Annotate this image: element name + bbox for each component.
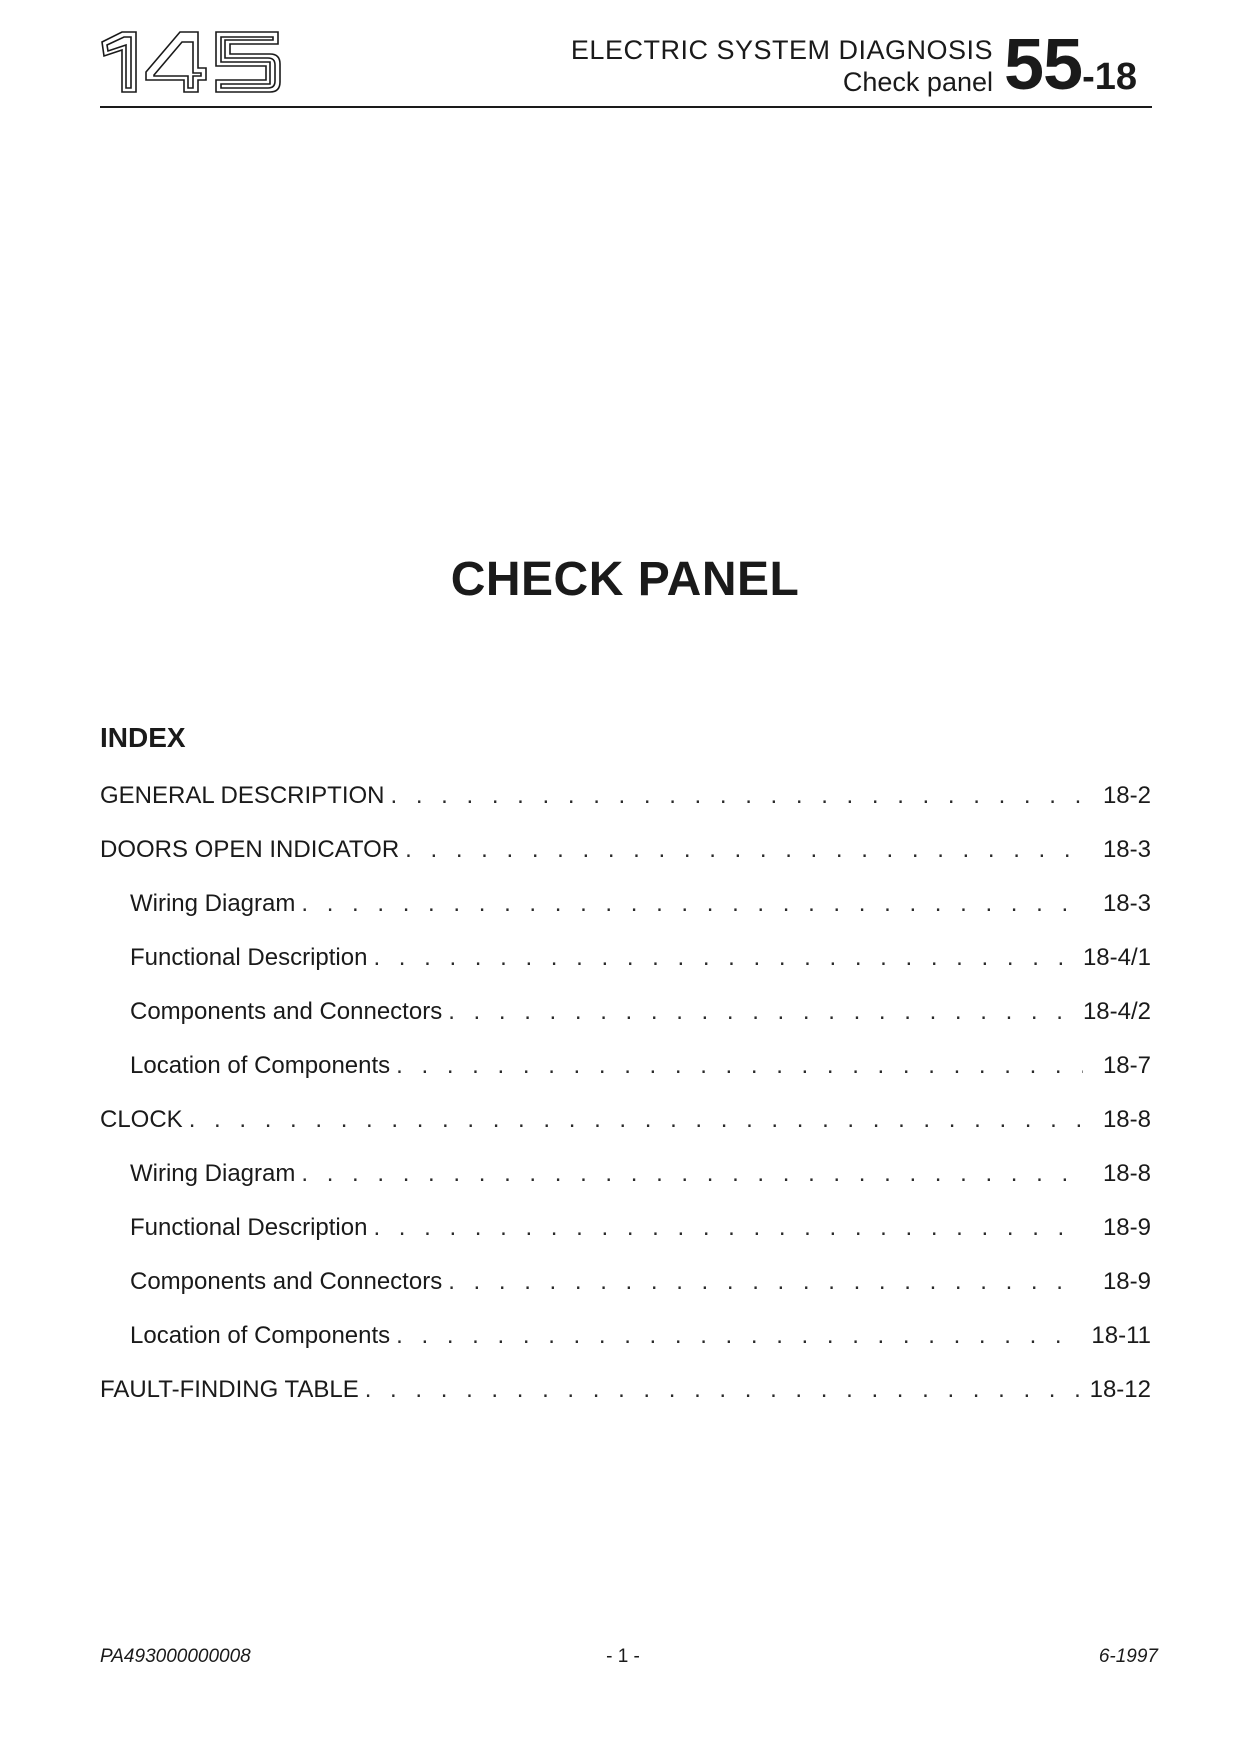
model-logo-graphic bbox=[98, 28, 288, 96]
index-heading: INDEX bbox=[100, 722, 186, 753]
chapter-main-number: 55 bbox=[1004, 25, 1083, 105]
section-title: ELECTRIC SYSTEM DIAGNOSIS bbox=[570, 35, 993, 65]
index-entry-label: Functional Description bbox=[130, 944, 368, 971]
index-entry-page: 18-4/1 bbox=[1082, 944, 1151, 971]
dot-leader bbox=[373, 944, 1072, 972]
document-code: PA493000000008 bbox=[100, 1646, 251, 1667]
page-title: CHECK PANEL bbox=[450, 553, 800, 606]
index-entry-general-description[interactable] bbox=[100, 782, 1151, 836]
dot-leader bbox=[448, 1268, 1083, 1296]
index-entry-page: 18-9 bbox=[1102, 1268, 1151, 1295]
index-entry-doors-functional-description[interactable] bbox=[100, 944, 1151, 998]
index-entry-page: 18-8 bbox=[1102, 1160, 1151, 1187]
index-entry-label: GENERAL DESCRIPTION bbox=[100, 782, 385, 809]
index-entry-page: 18-3 bbox=[1102, 890, 1151, 917]
index-entry-page: 18-8 bbox=[1102, 1106, 1151, 1133]
index-entry-label: Location of Components bbox=[130, 1322, 391, 1349]
index-entry-doors-open-indicator[interactable] bbox=[100, 836, 1151, 890]
chapter-number bbox=[1004, 25, 1138, 105]
index-entry-doors-components-connectors[interactable] bbox=[100, 998, 1151, 1052]
index-entry-page: 18-3 bbox=[1102, 836, 1151, 863]
index-entry-fault-finding-table[interactable] bbox=[100, 1376, 1151, 1430]
dot-leader bbox=[189, 1106, 1083, 1134]
index-entry-label: Functional Description bbox=[130, 1214, 368, 1241]
index-entry-label: Wiring Diagram bbox=[130, 890, 296, 917]
dot-leader bbox=[373, 1214, 1083, 1242]
index-entry-clock-components-connectors[interactable] bbox=[100, 1268, 1151, 1322]
index-list bbox=[100, 782, 1151, 1430]
page-number: - 1 - bbox=[606, 1646, 640, 1667]
dot-leader bbox=[301, 1160, 1083, 1188]
dot-leader bbox=[391, 782, 1084, 810]
index-entry-label: Location of Components bbox=[130, 1052, 391, 1079]
index-entry-page: 18-2 bbox=[1102, 782, 1151, 809]
index-entry-label: DOORS OPEN INDICATOR bbox=[100, 836, 400, 863]
chapter-sub-number: -18 bbox=[1082, 56, 1138, 98]
index-entry-label: Wiring Diagram bbox=[130, 1160, 296, 1187]
index-entry-doors-location-components[interactable] bbox=[100, 1052, 1151, 1106]
index-entry-label: FAULT-FINDING TABLE bbox=[100, 1376, 359, 1403]
index-entry-label: Components and Connectors bbox=[130, 998, 443, 1025]
index-entry-clock-functional-description[interactable] bbox=[100, 1214, 1151, 1268]
index-entry-page: 18-12 bbox=[1089, 1376, 1151, 1403]
publication-date: 6-1997 bbox=[1098, 1646, 1158, 1667]
index-entry-clock-wiring-diagram[interactable] bbox=[100, 1160, 1151, 1214]
dot-leader bbox=[405, 836, 1083, 864]
index-entry-clock-location-components[interactable] bbox=[100, 1322, 1151, 1376]
index-entry-page: 18-9 bbox=[1102, 1214, 1151, 1241]
dot-leader bbox=[448, 998, 1073, 1026]
index-entry-label: Components and Connectors bbox=[130, 1268, 443, 1295]
index-entry-page: 18-7 bbox=[1102, 1052, 1151, 1079]
dot-leader bbox=[365, 1376, 1080, 1404]
dot-leader bbox=[301, 890, 1083, 918]
index-entry-page: 18-11 bbox=[1091, 1322, 1151, 1349]
index-entry-doors-wiring-diagram[interactable] bbox=[100, 890, 1151, 944]
dot-leader bbox=[396, 1052, 1083, 1080]
subsection-title: Check panel bbox=[842, 67, 993, 97]
header-divider bbox=[100, 106, 1152, 108]
index-entry-page: 18-4/2 bbox=[1082, 998, 1151, 1025]
dot-leader bbox=[396, 1322, 1081, 1350]
index-entry-label: CLOCK bbox=[100, 1106, 183, 1133]
header-titles bbox=[571, 34, 993, 98]
index-entry-clock[interactable] bbox=[100, 1106, 1151, 1160]
model-logo bbox=[98, 28, 288, 96]
